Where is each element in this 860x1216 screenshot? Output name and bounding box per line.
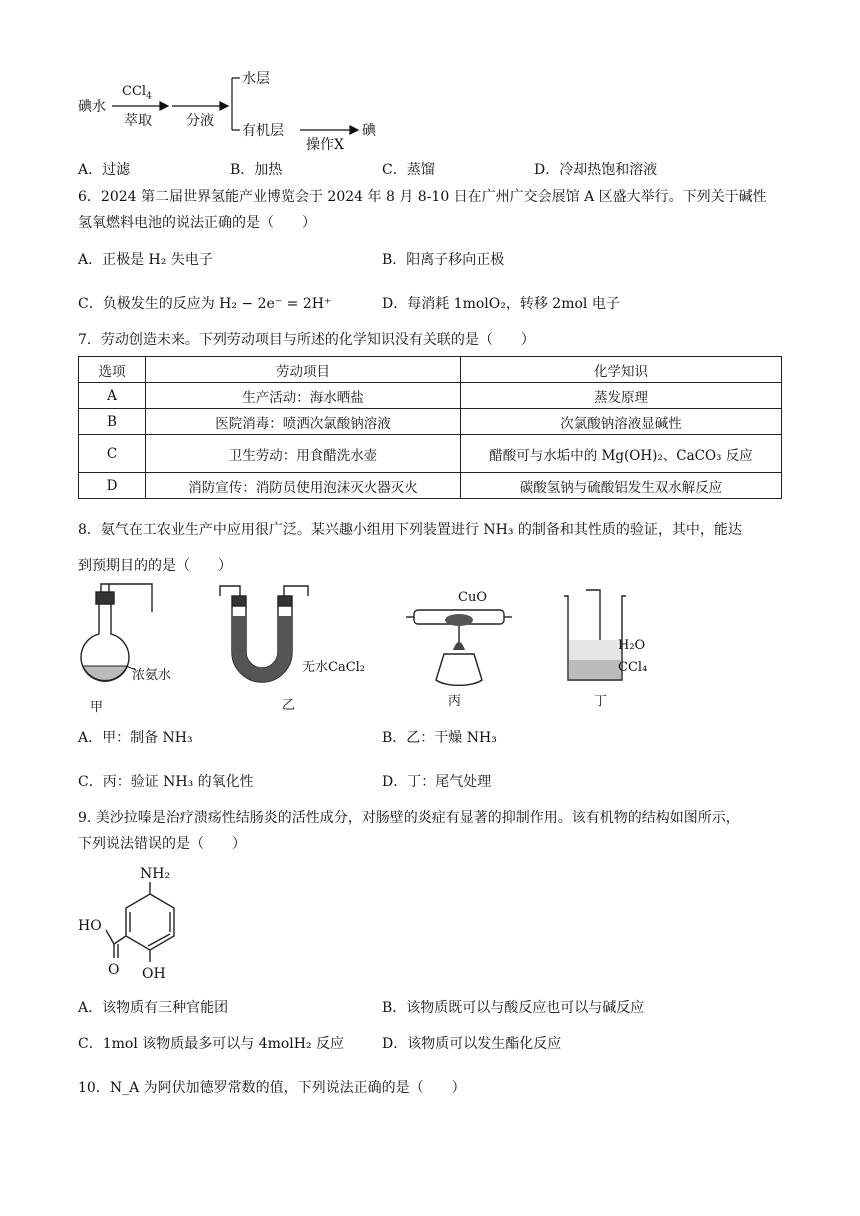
q5-option-a: A．过滤 — [78, 162, 131, 178]
table-row — [79, 383, 782, 409]
table-cell: 醋酸可与水垢中的 Mg(OH)₂、CaCO₃ 反应 — [461, 435, 782, 473]
struct-o: O — [108, 962, 120, 978]
q8-stem-line1: 8．氨气在工农业生产中应用很广泛。某兴趣小组用下列装置进行 NH₃ 的制备和其性质的验证，其中，能达 — [78, 522, 742, 538]
q6-option-c: C．负极发生的反应为 H₂ − 2e⁻ = 2H⁺ — [78, 296, 332, 312]
q5-option-d: D．冷却热饱和溶液 — [534, 162, 658, 178]
table-header: 选项 — [79, 357, 146, 383]
q9-stem-line1: 9. 美沙拉嗪是治疗溃疡性结肠炎的活性成分，对肠壁的炎症有显著的抑制作用。该有机物的结构如图所示， — [78, 810, 740, 826]
jia-label: 甲 — [90, 700, 104, 715]
table-row — [79, 409, 782, 435]
flow-op: 操作X — [306, 137, 344, 153]
table-cell: C — [79, 435, 146, 473]
table-cell: 卫生劳动：用食醋洗水壶 — [146, 435, 461, 473]
combustion-tube-icon — [404, 590, 514, 696]
q9-option-d: D．该物质可以发生酯化反应 — [382, 1036, 562, 1052]
table-header: 化学知识 — [461, 357, 782, 383]
jia-reagent: 浓氨水 — [132, 668, 172, 683]
table-cell: B — [79, 409, 146, 435]
q6-stem-line1: 6．2024 第二届世界氢能产业博览会于 2024 年 8 月 8-10 日在广州广交会展馆 A 区盛大举行。下列关于碱性 — [78, 189, 767, 205]
yi-label: 乙 — [282, 698, 296, 713]
q9-option-b: B．该物质既可以与酸反应也可以与碱反应 — [382, 1000, 645, 1016]
flow-lower: 有机层 — [242, 123, 284, 139]
q6-option-b: B．阳离子移向正极 — [382, 252, 505, 268]
table-header-row — [79, 357, 782, 383]
q9-option-a: A．该物质有三种官能团 — [78, 1000, 229, 1016]
flow-start: 碘水 — [78, 99, 106, 115]
struct-ho: HO — [78, 918, 102, 934]
table-cell: 次氯酸钠溶液显碱性 — [461, 409, 782, 435]
ding-label: 丁 — [594, 694, 608, 709]
q8-stem-line2: 到预期目的的是（ ） — [78, 558, 232, 574]
flow-step2: 分液 — [186, 113, 214, 129]
q5-option-b: B．加热 — [230, 162, 283, 178]
q6-option-d: D．每消耗 1molO₂，转移 2mol 电子 — [382, 296, 620, 312]
struct-oh: OH — [142, 966, 166, 982]
table-cell: 碳酸氢钠与硫酸铝发生双水解反应 — [461, 473, 782, 499]
ding-top-reagent: H₂O — [618, 638, 646, 653]
q8-option-c: C．丙：验证 NH₃ 的氧化性 — [78, 774, 254, 790]
flow-arrows — [0, 0, 420, 160]
q5-option-c: C．蒸馏 — [382, 162, 435, 178]
bing-label: 丙 — [448, 694, 462, 709]
table-cell: 消防宣传：消防员使用泡沫灭火器灭火 — [146, 473, 461, 499]
table-cell: A — [79, 383, 146, 409]
q9-option-c: C．1mol 该物质最多可以与 4molH₂ 反应 — [78, 1036, 345, 1052]
table-header: 劳动项目 — [146, 357, 461, 383]
table-cell: 医院消毒：喷洒次氯酸钠溶液 — [146, 409, 461, 435]
table-cell: 蒸发原理 — [461, 383, 782, 409]
flow-step1: 萃取 — [124, 113, 152, 129]
q7-stem: 7．劳动创造未来。下列劳动项目与所述的化学知识没有关联的是（ ） — [78, 332, 535, 348]
bing-reagent: CuO — [458, 590, 487, 605]
yi-reagent: 无水CaCl₂ — [302, 660, 366, 675]
ding-bottom-reagent: CCl₄ — [618, 660, 648, 675]
u-tube-icon — [214, 582, 324, 694]
flow-reagent: CCl$_4$ — [122, 84, 152, 102]
table-row — [79, 435, 782, 473]
flow-upper: 水层 — [242, 71, 270, 87]
q8-option-b: B．乙：干燥 NH₃ — [382, 730, 497, 746]
q6-option-a: A．正极是 H₂ 失电子 — [78, 252, 213, 268]
table-cell: D — [79, 473, 146, 499]
table-cell: 生产活动：海水晒盐 — [146, 383, 461, 409]
struct-nh2: NH₂ — [140, 866, 171, 882]
q8-option-a: A．甲：制备 NH₃ — [78, 730, 193, 746]
flow-product: 碘 — [362, 123, 376, 139]
table-row — [79, 473, 782, 499]
q6-stem-line2: 氢氧燃料电池的说法正确的是（ ） — [78, 215, 316, 231]
flask-apparatus-icon — [74, 582, 184, 702]
q9-stem-line2: 下列说法错误的是（ ） — [78, 836, 246, 852]
q10-stem: 10．N_A 为阿伏加德罗常数的值，下列说法正确的是（ ） — [78, 1080, 466, 1096]
q8-option-d: D．丁：尾气处理 — [382, 774, 492, 790]
q7-table — [78, 356, 782, 499]
